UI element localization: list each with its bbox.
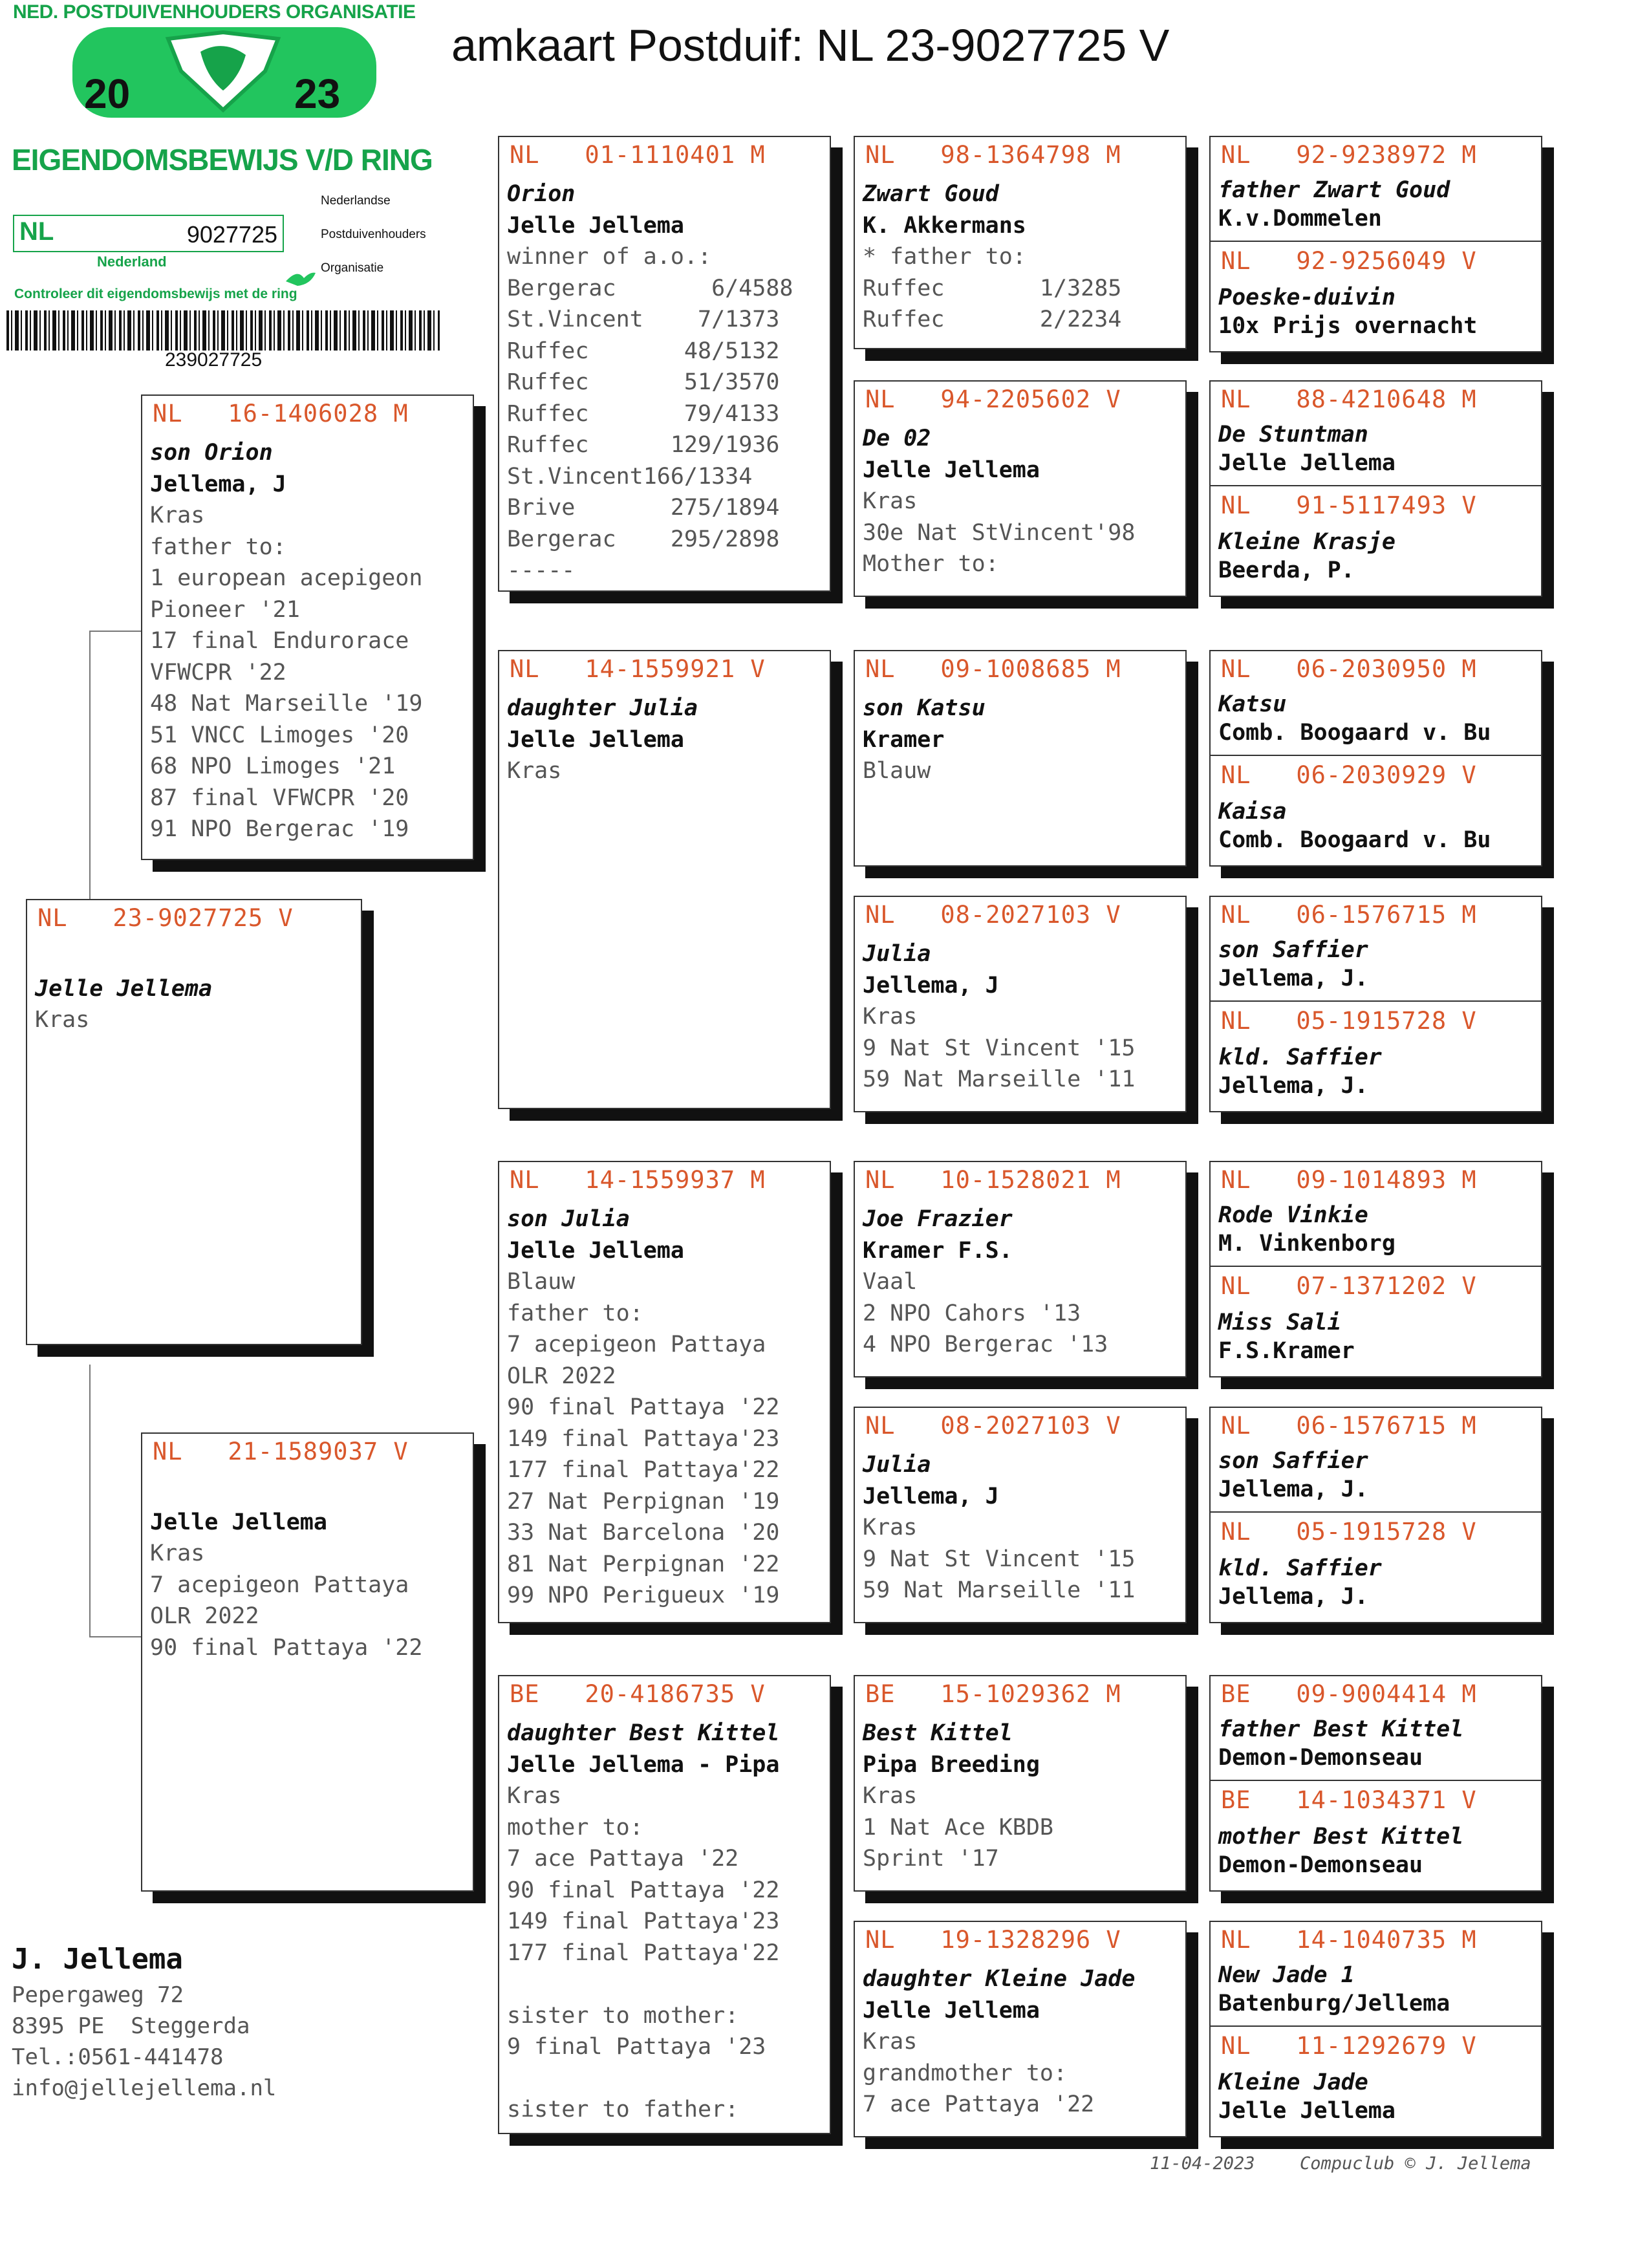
ring-number: BE 14-1034371 V xyxy=(1221,1786,1477,1814)
pigeon-box-ds xyxy=(498,1161,831,1623)
pigeon-box-ddd xyxy=(854,1921,1187,2137)
pigeon-box-sd xyxy=(498,650,831,1109)
pigeon-box-dd xyxy=(498,1675,831,2134)
box-line: winner of a.o.: xyxy=(507,244,712,270)
box-line: Poeske-duivin xyxy=(1218,285,1396,310)
pigeon-pair-box-g2 xyxy=(1209,380,1542,597)
box-line: Kaisa xyxy=(1218,799,1287,825)
box-line: 7 acepigeon Pattaya xyxy=(150,1571,409,1598)
box-line: Blauw xyxy=(863,758,931,784)
box-line: father to: xyxy=(150,534,286,560)
box-line: daughter Kleine Jade xyxy=(863,1966,1136,1992)
box-lines xyxy=(1218,282,1537,339)
box-line xyxy=(507,1969,826,2000)
box-line: kld. Saffier xyxy=(1218,1044,1382,1070)
barcode xyxy=(6,310,440,351)
pigeon-box-dds xyxy=(854,1675,1187,1892)
box-line: 30e Nat StVincent'98 xyxy=(863,519,1136,546)
pigeon-box-subject xyxy=(26,899,362,1345)
box-line: F.S.Kramer xyxy=(1218,1338,1355,1364)
box-line: sister to mother: xyxy=(507,2002,739,2029)
box-line: 9 Nat St Vincent '15 xyxy=(863,1035,1136,1061)
box-line: Kras xyxy=(863,2029,918,2055)
box-line: Jelle Jellema xyxy=(1218,2098,1396,2124)
pigeon-pair-box-g7 xyxy=(1209,1675,1542,1892)
box-line: Rode Vinkie xyxy=(1218,1202,1368,1228)
box-line: Kramer xyxy=(863,726,945,753)
box-line: Kras xyxy=(863,488,918,514)
box-line: Jelle Jellema xyxy=(507,1237,684,1264)
box-line: Kleine Krasje xyxy=(1218,529,1396,555)
owner-postal-line: 8395 PE Steggerda xyxy=(12,2013,250,2039)
pair-divider xyxy=(1211,2025,1541,2027)
box-lines xyxy=(863,1718,1181,1875)
connector-sire xyxy=(89,631,142,903)
box-line: OLR 2022 xyxy=(150,1603,259,1629)
box-lines xyxy=(1218,1200,1537,1257)
footer-credit: Compuclub © J. Jellema xyxy=(1300,2154,1531,2174)
box-line: 91 NPO Bergerac '19 xyxy=(150,816,409,842)
box-line: Comb. Boogaard v. Bu xyxy=(1218,827,1491,853)
owner-address-line: Pepergaweg 72 xyxy=(12,1982,184,2008)
box-lines xyxy=(1218,689,1537,746)
box-lines xyxy=(1218,934,1537,991)
certificate-org: NED. POSTDUIVENHOUDERS ORGANISATIE xyxy=(13,1,416,23)
ring-number: NL 16-1406028 M xyxy=(153,400,409,427)
box-lines xyxy=(507,178,826,587)
pair-divider xyxy=(1211,485,1541,486)
pair-divider xyxy=(1211,1000,1541,1002)
box-line: 90 final Pattaya '22 xyxy=(507,1877,780,1903)
barcode-number: 239027725 xyxy=(165,349,263,371)
ring-number: NL 08-2027103 V xyxy=(865,901,1121,929)
box-line: Kras xyxy=(35,1007,90,1033)
box-lines xyxy=(1218,1307,1537,1364)
pigeon-box-sdd xyxy=(854,896,1187,1112)
ring-number: NL 06-1576715 M xyxy=(1221,901,1477,929)
pigeon-box-sds xyxy=(854,650,1187,867)
box-line: VFWCPR '22 xyxy=(150,659,286,686)
certificate-country-code: NL xyxy=(19,217,54,246)
ring-number: NL 05-1915728 V xyxy=(1221,1007,1477,1035)
box-line: Jellema, J. xyxy=(1218,966,1368,991)
box-line: 81 Nat Perpignan '22 xyxy=(507,1551,780,1577)
box-line: 90 final Pattaya '22 xyxy=(507,1394,780,1420)
box-line: mother to: xyxy=(507,1814,643,1841)
box-line: Orion xyxy=(507,181,576,207)
box-line: * father to: xyxy=(863,244,1026,270)
box-line: Katsu xyxy=(1218,691,1287,717)
box-lines xyxy=(1218,796,1537,853)
box-line: 149 final Pattaya'23 xyxy=(507,1908,780,1934)
pigeon-pair-box-g8 xyxy=(1209,1921,1542,2137)
box-lines xyxy=(507,1718,826,2126)
box-line: sister to father: xyxy=(507,2097,739,2122)
pigeon-pair-box-g5 xyxy=(1209,1161,1542,1377)
box-line: 90 final Pattaya '22 xyxy=(150,1634,423,1661)
box-line: St.Vincent 7/1373 xyxy=(507,307,780,332)
box-line: De 02 xyxy=(863,426,931,451)
box-line: Ruffec 48/5132 xyxy=(507,338,780,364)
box-lines xyxy=(1218,2067,1537,2124)
box-line: Kras xyxy=(863,1783,918,1809)
owner-info xyxy=(12,1943,276,2104)
box-line: Jelle Jellema - Pipa xyxy=(507,1751,780,1778)
ring-number: NL 19-1328296 V xyxy=(865,1926,1121,1954)
box-lines xyxy=(1218,419,1537,476)
ring-number: NL 91-5117493 V xyxy=(1221,491,1477,519)
ring-number: NL 98-1364798 M xyxy=(865,141,1121,169)
box-line: Comb. Boogaard v. Bu xyxy=(1218,720,1491,746)
box-lines xyxy=(863,178,1181,336)
pair-divider xyxy=(1211,1780,1541,1781)
box-lines xyxy=(1218,1960,1537,2016)
pigeon-box-sire xyxy=(141,394,474,860)
box-line: Joe Frazier xyxy=(863,1206,1013,1232)
ring-number: BE 20-4186735 V xyxy=(510,1680,766,1708)
box-line: 87 final VFWCPR '20 xyxy=(150,784,409,811)
box-line: Jellema, J xyxy=(863,972,999,999)
box-line: Kramer F.S. xyxy=(863,1237,1013,1264)
box-lines xyxy=(1218,1821,1537,1878)
box-line: father Best Kittel xyxy=(1218,1716,1464,1742)
page-title: amkaart Postduif: NL 23-9027725 V xyxy=(451,20,1170,70)
box-line: Kras xyxy=(150,1540,205,1566)
box-line: 1 european acepigeon xyxy=(150,565,423,591)
box-lines xyxy=(1218,1553,1537,1610)
box-line: 59 Nat Marseille '11 xyxy=(863,1066,1136,1092)
box-line: OLR 2022 xyxy=(507,1363,616,1389)
box-line: Ruffec 51/3570 xyxy=(507,369,780,395)
pigeon-pair-box-g6 xyxy=(1209,1407,1542,1623)
box-line: Julia xyxy=(863,1452,931,1478)
box-line: Kleine Jade xyxy=(1218,2069,1368,2095)
box-line: St.Vincent166/1334 xyxy=(507,463,753,490)
box-line: Jellema, J. xyxy=(1218,1584,1368,1610)
certificate-control-text: Controleer dit eigendomsbewijs met de ring xyxy=(14,286,297,301)
ring-number: NL 09-1008685 M xyxy=(865,655,1121,683)
box-line: 68 NPO Limoges '21 xyxy=(150,753,396,779)
box-line: Mother to: xyxy=(863,551,999,577)
box-line: father to: xyxy=(507,1300,643,1326)
lion-emblem-icon xyxy=(155,26,291,116)
ring-number: NL 06-2030929 V xyxy=(1221,761,1477,789)
box-lines xyxy=(863,938,1181,1096)
owner-name: J. Jellema xyxy=(12,1943,183,1976)
box-lines xyxy=(863,1204,1181,1361)
certificate-year-right: 23 xyxy=(294,70,341,117)
box-line: 177 final Pattaya'22 xyxy=(507,1457,780,1483)
box-line: Jelle Jellema xyxy=(863,1997,1040,2024)
ring-number: NL 10-1528021 M xyxy=(865,1166,1121,1194)
box-line: 9 Nat St Vincent '15 xyxy=(863,1546,1136,1572)
box-line: Ruffec 129/1936 xyxy=(507,432,780,458)
ring-number: NL 21-1589037 V xyxy=(153,1438,409,1465)
box-line: Jellema, J xyxy=(150,471,286,497)
owner-email-line: info@jellejellema.nl xyxy=(12,2075,277,2101)
box-line: son Orion xyxy=(150,440,273,466)
box-lines xyxy=(863,1449,1181,1606)
npo-line-1: Nederlandse xyxy=(321,194,391,208)
certificate-ring-number: 9027725 xyxy=(186,221,277,248)
box-line: mother Best Kittel xyxy=(1218,1824,1464,1850)
box-line: Ruffec 79/4133 xyxy=(507,400,780,427)
box-line: 99 NPO Perigueux '19 xyxy=(507,1582,780,1608)
ring-number: NL 08-2027103 V xyxy=(865,1412,1121,1440)
ring-number: NL 88-4210648 M xyxy=(1221,385,1477,413)
npo-line-3: Organisatie xyxy=(321,261,384,275)
box-lines xyxy=(1218,526,1537,583)
certificate-npo xyxy=(321,184,426,285)
box-line: Blauw xyxy=(507,1269,576,1295)
box-line: daughter Best Kittel xyxy=(507,1720,780,1746)
owner-phone-line: Tel.:0561-441478 xyxy=(12,2044,224,2070)
ring-number: NL 14-1559921 V xyxy=(510,655,766,683)
box-lines xyxy=(863,693,1181,787)
box-line xyxy=(150,1475,469,1507)
box-line: Best Kittel xyxy=(863,1720,1013,1746)
pigeon-box-ssd xyxy=(854,380,1187,597)
pigeon-pair-box-g4 xyxy=(1209,896,1542,1112)
pigeon-pair-box-g3 xyxy=(1209,650,1542,867)
box-lines xyxy=(150,1475,469,1663)
box-line: Brive 275/1894 xyxy=(507,495,780,521)
box-line: Pioneer '21 xyxy=(150,596,300,623)
ring-number: NL 05-1915728 V xyxy=(1221,1518,1477,1546)
box-line: Beerda, P. xyxy=(1218,557,1355,583)
box-lines xyxy=(150,437,469,845)
ring-number: NL 09-1014893 M xyxy=(1221,1166,1477,1194)
box-line: Batenburg/Jellema xyxy=(1218,1991,1450,2016)
box-line: M. Vinkenborg xyxy=(1218,1231,1396,1257)
box-line: 17 final Endurorace xyxy=(150,628,409,654)
ring-number: BE 09-9004414 M xyxy=(1221,1680,1477,1708)
pigeon-box-ss xyxy=(498,136,831,592)
box-lines xyxy=(863,1963,1181,2121)
box-line: Miss Sali xyxy=(1218,1310,1341,1335)
box-line: Jelle Jellema xyxy=(863,457,1040,483)
box-line: 7 ace Pattaya '22 xyxy=(863,2091,1095,2117)
box-line: Bergerac 295/2898 xyxy=(507,526,780,552)
npo-line-2: Postduivenhouders xyxy=(321,228,426,241)
box-line: father Zwart Goud xyxy=(1218,177,1450,203)
box-line: 10x Prijs overnacht xyxy=(1218,313,1478,339)
box-line: 177 final Pattaya'22 xyxy=(507,1939,780,1966)
ownership-certificate xyxy=(0,0,449,372)
box-lines xyxy=(35,942,357,1036)
box-line: New Jade 1 xyxy=(1218,1962,1355,1988)
pigeon-box-dsd xyxy=(854,1407,1187,1623)
certificate-subtitle: EIGENDOMSBEWIJS V/D RING xyxy=(12,143,433,177)
ring-number: NL 23-9027725 V xyxy=(38,904,294,932)
box-line: son Saffier xyxy=(1218,937,1368,963)
box-line: Bergerac 6/4588 xyxy=(507,275,793,301)
box-line: 48 Nat Marseille '19 xyxy=(150,691,423,717)
box-line: grandmother to: xyxy=(863,2060,1068,2086)
connector-dam xyxy=(89,1365,142,1637)
box-line: 33 Nat Barcelona '20 xyxy=(507,1520,780,1546)
box-lines xyxy=(507,1204,826,1612)
pair-divider xyxy=(1211,241,1541,242)
box-line: Zwart Goud xyxy=(863,181,999,207)
box-line: kld. Saffier xyxy=(1218,1555,1382,1581)
box-lines xyxy=(1218,1445,1537,1502)
box-line: 9 final Pattaya '23 xyxy=(507,2034,766,2060)
ring-number: NL 01-1110401 M xyxy=(510,141,766,169)
pair-divider xyxy=(1211,1511,1541,1513)
pair-divider xyxy=(1211,1266,1541,1267)
box-line: Kras xyxy=(863,1004,918,1030)
box-lines xyxy=(1218,1042,1537,1099)
certificate-year-left: 20 xyxy=(84,70,131,117)
box-line: Kras xyxy=(507,1783,562,1809)
box-lines xyxy=(863,423,1181,580)
box-line: Julia xyxy=(863,941,931,967)
ring-number: NL 06-2030950 M xyxy=(1221,655,1477,683)
box-line: Demon-Demonseau xyxy=(1218,1745,1423,1771)
box-line: daughter Julia xyxy=(507,695,698,721)
box-lines xyxy=(507,693,826,787)
box-line: Kras xyxy=(150,502,205,528)
certificate-country: Nederland xyxy=(97,254,167,270)
ring-number: NL 92-9256049 V xyxy=(1221,247,1477,275)
pigeon-box-dss xyxy=(854,1161,1187,1377)
box-line xyxy=(507,2063,826,2095)
ring-number: NL 06-1576715 M xyxy=(1221,1412,1477,1440)
box-line: Jelle Jellema xyxy=(1218,450,1396,476)
box-line: son Saffier xyxy=(1218,1448,1368,1474)
certificate-ring-box xyxy=(13,215,284,252)
box-line: 59 Nat Marseille '11 xyxy=(863,1577,1136,1603)
box-lines xyxy=(1218,175,1537,232)
box-line: Pipa Breeding xyxy=(863,1751,1040,1778)
pigeon-box-sss xyxy=(854,136,1187,349)
box-line: Jelle Jellema xyxy=(507,212,684,239)
box-line: K. Akkermans xyxy=(863,212,1026,239)
box-line: Jelle Jellema xyxy=(35,975,212,1002)
pair-divider xyxy=(1211,755,1541,756)
box-line: Demon-Demonseau xyxy=(1218,1852,1423,1878)
box-line: Jellema, J xyxy=(863,1483,999,1509)
box-line: Kras xyxy=(507,758,562,784)
box-line: Jellema, J. xyxy=(1218,1073,1368,1099)
box-line: Vaal xyxy=(863,1269,918,1295)
box-line: Ruffec 1/3285 xyxy=(863,275,1122,301)
box-line: Jellema, J. xyxy=(1218,1476,1368,1502)
box-line: Sprint '17 xyxy=(863,1846,999,1872)
pigeon-box-dam xyxy=(141,1432,474,1892)
footer-date: 11-04-2023 xyxy=(1150,2154,1255,2174)
box-lines xyxy=(1218,1714,1537,1771)
ring-number: NL 92-9238972 M xyxy=(1221,141,1477,169)
box-line: De Stuntman xyxy=(1218,422,1368,448)
box-line: 7 acepigeon Pattaya xyxy=(507,1332,766,1357)
ring-number: NL 14-1559937 M xyxy=(510,1166,766,1194)
box-line: 1 Nat Ace KBDB xyxy=(863,1814,1054,1841)
ring-number: BE 15-1029362 M xyxy=(865,1680,1121,1708)
box-line: 2 NPO Cahors '13 xyxy=(863,1300,1081,1326)
pigeon-pair-box-g1 xyxy=(1209,136,1542,352)
ring-number: NL 07-1371202 V xyxy=(1221,1272,1477,1300)
box-line: Ruffec 2/2234 xyxy=(863,307,1122,332)
box-line: Jelle Jellema xyxy=(150,1509,327,1535)
box-line: 7 ace Pattaya '22 xyxy=(507,1846,739,1872)
box-line: Jelle Jellema xyxy=(507,726,684,753)
box-line: 51 VNCC Limoges '20 xyxy=(150,722,409,748)
ring-number: NL 94-2205602 V xyxy=(865,385,1121,413)
ring-number: NL 14-1040735 M xyxy=(1221,1926,1477,1954)
box-line: ----- xyxy=(507,557,576,583)
box-line: 27 Nat Perpignan '19 xyxy=(507,1488,780,1515)
box-line: 149 final Pattaya'23 xyxy=(507,1425,780,1452)
box-line: son Katsu xyxy=(863,695,986,721)
ring-number: NL 11-1292679 V xyxy=(1221,2032,1477,2060)
box-line: Kras xyxy=(863,1515,918,1540)
box-line: son Julia xyxy=(507,1206,630,1232)
box-line xyxy=(35,942,357,973)
box-line: 4 NPO Bergerac '13 xyxy=(863,1332,1108,1357)
box-line: K.v.Dommelen xyxy=(1218,206,1382,232)
